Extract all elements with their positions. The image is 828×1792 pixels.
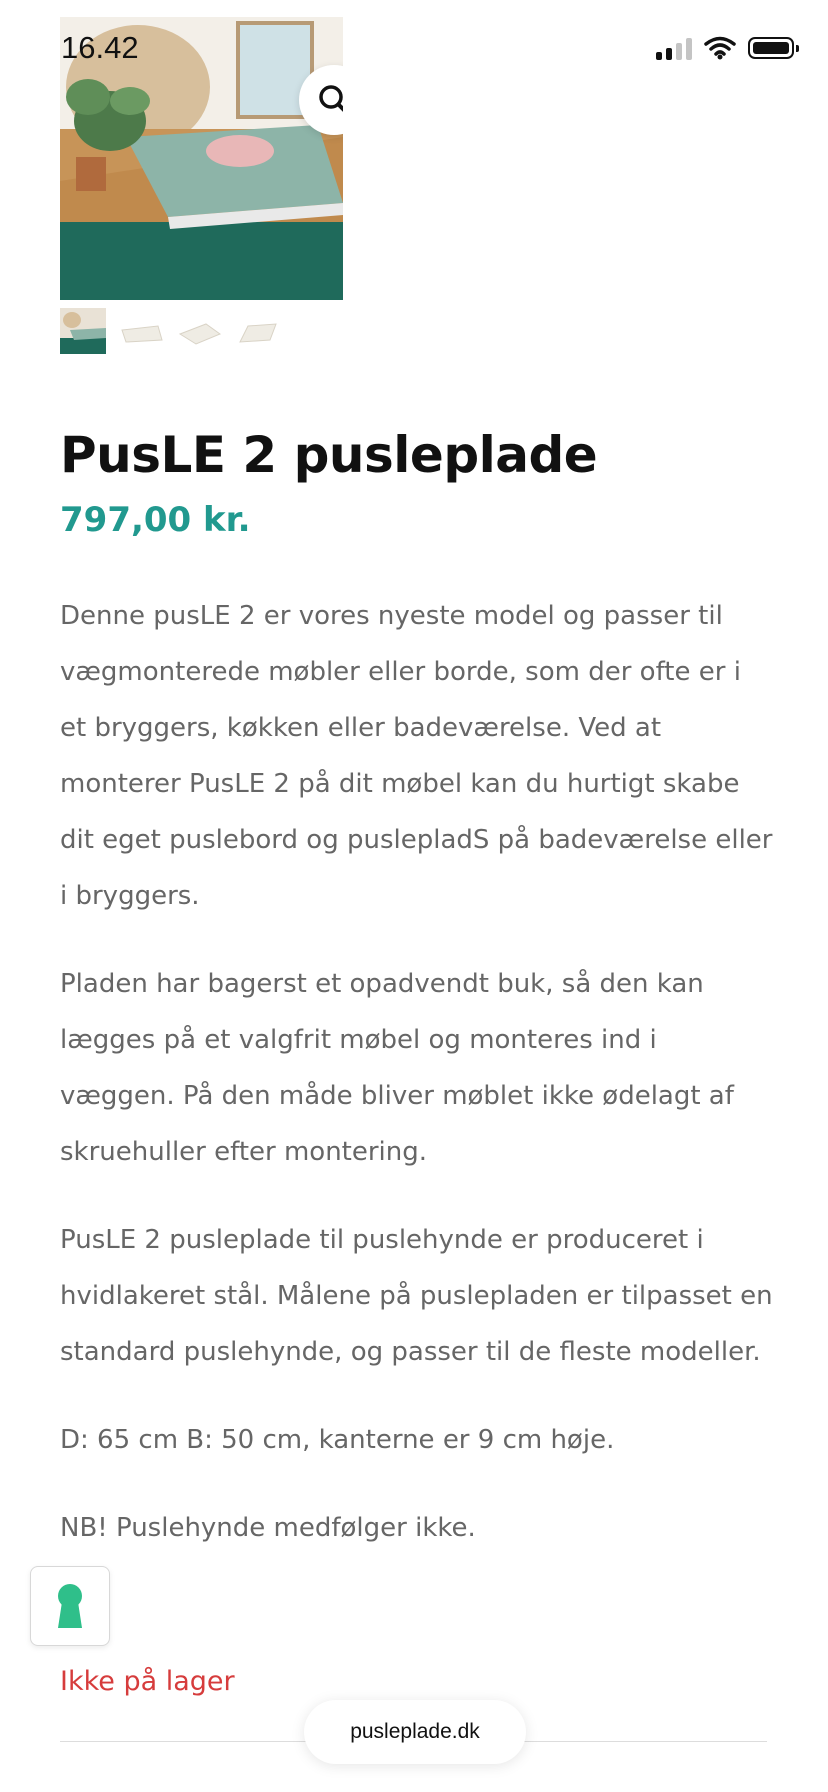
product-description [60,588,774,1556]
status-time: 16.42 [61,30,139,65]
magnifier-icon [317,83,343,117]
thumbnail-1[interactable] [60,308,106,354]
description-paragraph: D: 65 cm B: 50 cm, kanterne er 9 cm høje. [60,1425,615,1455]
accessibility-badge[interactable] [30,1566,110,1646]
wifi-icon [704,36,736,60]
product-summary [60,420,774,1588]
description-paragraph: PusLE 2 pusleplade til puslehynde er produceret i hvidlakeret stål. Målene på puslepladen er tilpasset en standard puslehynde, og passer til de fleste modeller. [60,1225,773,1367]
signal-icon [656,36,692,60]
thumbnail-4[interactable] [234,308,280,354]
description-paragraph: NB! Puslehynde medfølger ikke. [60,1513,476,1543]
product-title: PusLE 2 pusleplade [60,426,598,484]
browser-url-bar[interactable]: pusleplade.dk [304,1700,526,1764]
description-paragraph: Denne pusLE 2 er vores nyeste model og passer til vægmonterede møbler eller borde, som der ofte er i et bryggers, køkken eller badeværelse. Ved at monterer PusLE 2 på dit møbel kan du hurtigt skabe dit eget puslebord og puslepladS på badeværelse eller i bryggers. [60,601,773,911]
status-icons [656,36,794,60]
product-price: 797,00 kr. [60,500,251,540]
thumbnail-2[interactable] [118,308,164,354]
product-image[interactable] [60,17,343,300]
stock-status: Ikke på lager [60,1666,235,1697]
product-photo [60,17,343,300]
battery-icon [748,37,794,59]
keyhole-icon [52,1582,88,1630]
description-paragraph: Pladen har bagerst et opadvendt buk, så den kan lægges på et valgfrit møbel og monteres ind i væggen. På den måde bliver møblet ikke ødelagt af skruehuller efter montering. [60,969,734,1167]
thumbnail-3[interactable] [176,308,222,354]
thumbnail-strip [60,308,280,354]
